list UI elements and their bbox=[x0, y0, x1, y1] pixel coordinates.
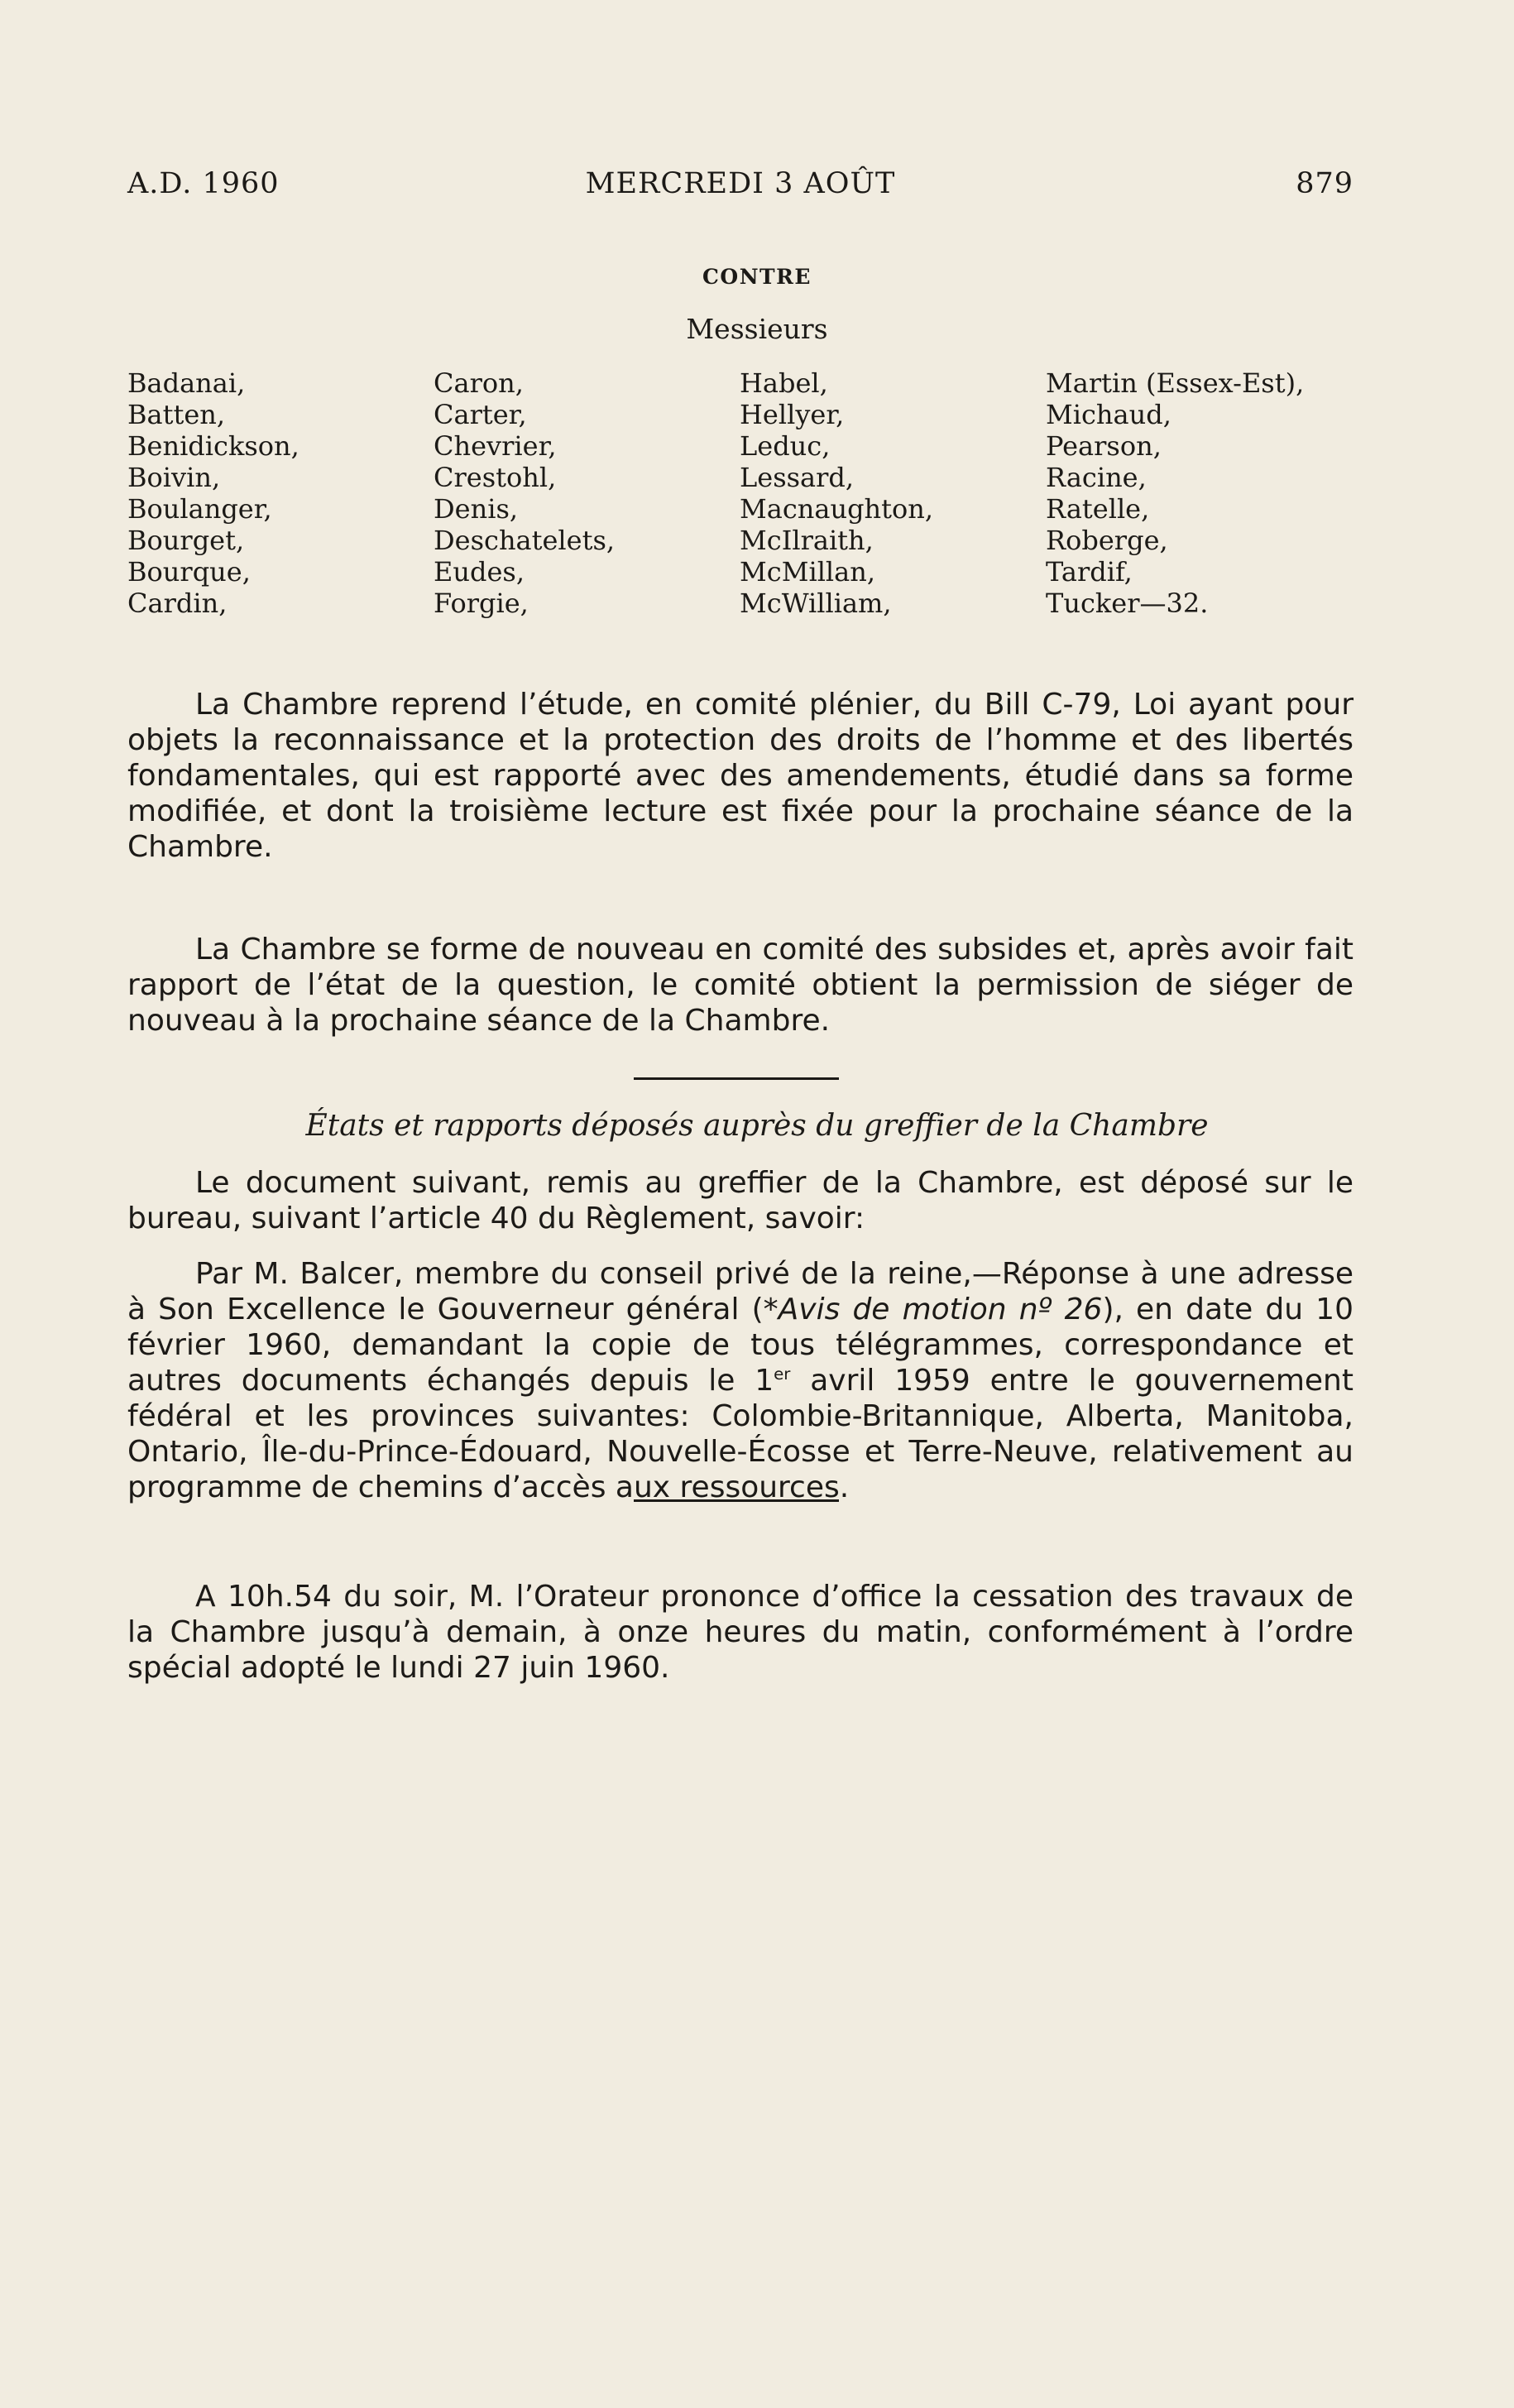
member-name: Crestohl, bbox=[434, 462, 557, 493]
section-divider bbox=[634, 1077, 839, 1080]
paragraph-document-depose: Le document suivant, remis au greffier de la Chambre, est déposé sur le bureau, suivant l’article 40 du Règlement, savoir: bbox=[127, 1166, 1353, 1235]
paragraph-reponse-balcer bbox=[127, 1256, 1353, 1505]
member-name: Martin (Essex-Est), bbox=[1046, 367, 1305, 399]
member-name: Leduc, bbox=[740, 430, 831, 462]
member-name: Tucker—32. bbox=[1046, 588, 1209, 619]
member-name: Michaud, bbox=[1046, 399, 1171, 430]
vote-heading: CONTRE bbox=[702, 265, 812, 289]
member-name: Badanai, bbox=[127, 367, 246, 399]
names-column-3 bbox=[740, 367, 1046, 619]
member-name: Tardif, bbox=[1046, 556, 1133, 588]
member-name: Bourget, bbox=[127, 525, 245, 556]
member-name: Bourque, bbox=[127, 556, 251, 588]
member-name: Hellyer, bbox=[740, 399, 845, 430]
member-name: Chevrier, bbox=[434, 430, 557, 462]
member-name: Benidickson, bbox=[127, 430, 299, 462]
names-column-1 bbox=[127, 367, 434, 619]
paragraph-text: ), en date du 10 février 1960, demandant la copie de tous télégrammes, correspondance et autres documents échangés depuis le 1 bbox=[127, 1293, 1353, 1398]
member-name: McWilliam, bbox=[740, 588, 892, 619]
member-name: Habel, bbox=[740, 367, 828, 399]
member-name: Denis, bbox=[434, 493, 519, 525]
member-name: Cardin, bbox=[127, 588, 228, 619]
member-name: Eudes, bbox=[434, 556, 525, 588]
section-divider bbox=[634, 1499, 839, 1502]
member-name: Lessard, bbox=[740, 462, 855, 493]
paragraph-bill-c79: La Chambre reprend l’étude, en comité plénier, du Bill C-79, Loi ayant pour objets la reconnaissance et la protection des droits de l’homme et des libertés fondamentales, qui est rapporté avec des amendements, étudié dans sa forme modifiée, et dont la troisième lecture est fixée pour la prochaine séance de la Chambre. bbox=[127, 688, 1353, 864]
member-name: Carter, bbox=[434, 399, 527, 430]
paragraph-ajournement: A 10h.54 du soir, M. l’Orateur prononce d’office la cessation des travaux de la Chambre jusqu’à demain, à onze heures du matin, conformément à l’ordre spécial adopté le lundi 27 juin 1960. bbox=[127, 1580, 1353, 1685]
member-name: Caron, bbox=[434, 367, 524, 399]
names-column-2 bbox=[434, 367, 740, 619]
section-title: États et rapports déposés auprès du greffier de la Chambre bbox=[305, 1109, 1209, 1143]
paragraph-comite-subsides: La Chambre se forme de nouveau en comité des subsides et, après avoir fait rapport de l’état de la question, le comité obtient la permission de siéger de nouveau à la prochaine séance de la Chambre. bbox=[127, 933, 1353, 1038]
names-column-4 bbox=[1046, 367, 1352, 619]
member-name: Boulanger, bbox=[127, 493, 272, 525]
member-name: Forgie, bbox=[434, 588, 529, 619]
member-name: McIlraith, bbox=[740, 525, 874, 556]
paragraph-text: avril 1959 entre le gouvernement fédéral et les provinces suivantes: Colombie-Britannique, Alberta, Manitoba, Ontario, Île-du-Prince-Édouard, Nouvelle-Écosse et Terre-Neuve, relativement au programme de chemins d’accès aux ressources. bbox=[127, 1364, 1353, 1504]
member-name: Roberge, bbox=[1046, 525, 1168, 556]
member-name: Ratelle, bbox=[1046, 493, 1150, 525]
ordinal-superscript: er bbox=[774, 1365, 791, 1384]
avis-de-motion-reference: *Avis de motion nº 26 bbox=[763, 1293, 1103, 1326]
member-name: Pearson, bbox=[1046, 430, 1162, 462]
member-name: Racine, bbox=[1046, 462, 1147, 493]
page-header bbox=[127, 167, 1353, 209]
member-name: Batten, bbox=[127, 399, 226, 430]
page-number: 879 bbox=[1296, 167, 1353, 200]
header-date: MERCREDI 3 AOÛT bbox=[585, 167, 896, 200]
member-name: Macnaughton, bbox=[740, 493, 934, 525]
member-name: Deschatelets, bbox=[434, 525, 616, 556]
vote-subheading: Messieurs bbox=[686, 313, 828, 345]
vote-names-list bbox=[127, 367, 1353, 674]
paragraph-text: Par M. Balcer, membre du conseil privé de la reine,—Réponse à une adresse à Son Excellence le Gouverneur général ( bbox=[127, 1257, 1353, 1326]
header-year: A.D. 1960 bbox=[127, 167, 280, 200]
member-name: Boivin, bbox=[127, 462, 221, 493]
member-name: McMillan, bbox=[740, 556, 876, 588]
